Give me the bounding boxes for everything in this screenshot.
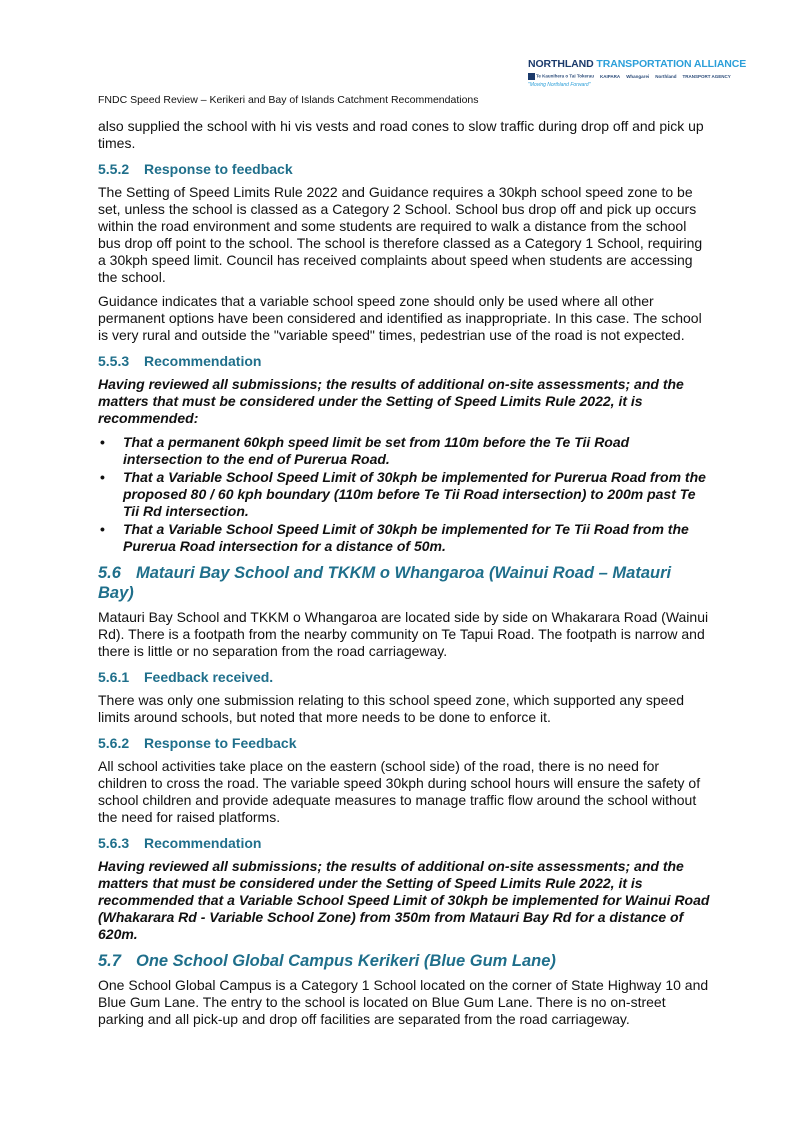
document-body bbox=[98, 118, 710, 1035]
intro-paragraph: also supplied the school with hi vis vests and road cones to slow traffic during drop off and pick up times. bbox=[98, 118, 704, 151]
recommendation-list bbox=[98, 434, 710, 555]
partner-mark-kaipara: KAIPARA bbox=[600, 74, 621, 79]
paragraph-5-6-2: All school activities take place on the eastern (school side) of the road, there is no need for children to cross the road. The variable speed 30kph during school hours will ensure the safety of school children and provide adequate measures to manage traffic flow around the school without the need for raised platforms. bbox=[98, 758, 701, 825]
logo-title-part1: NORTHLAND bbox=[528, 58, 597, 70]
bullet-icon: • bbox=[100, 469, 105, 485]
heading-number: 5.6.2 bbox=[98, 735, 130, 751]
heading-5-6-1 bbox=[98, 669, 710, 686]
paragraph-5-5-2-a: The Setting of Speed Limits Rule 2022 and Guidance requires a 30kph school speed zone to be set, unless the school is classed as a Category 2 School. School bus drop off and pick up occurs within the road environment and some students are required to walk a distance from the school bus drop off point to the school. The school is therefore classed as a Category 1 School, requiring a 30kph speed limit. Council has received complaints about speed when students are accessing the school. bbox=[98, 184, 703, 285]
heading-5-5-3 bbox=[98, 353, 710, 370]
heading-number: 5.5.3 bbox=[98, 353, 130, 369]
heading-number: 5.7 bbox=[98, 952, 121, 970]
paragraph-5-6: Matauri Bay School and TKKM o Whangaroa are located side by side on Whakarara Road (Wainui Rd). There is a footpath from the nearby community on Te Tapui Road. The footpath is narrow and there is little or no separation from the road carriageway. bbox=[98, 609, 709, 659]
heading-5-6-3 bbox=[98, 835, 710, 852]
partner-mark-nzta: TRANSPORT AGENCY bbox=[682, 74, 731, 79]
bullet-icon: • bbox=[100, 434, 105, 450]
nta-logo bbox=[528, 58, 747, 94]
heading-text: Recommendation bbox=[144, 353, 262, 369]
logo-tagline: "Moving Northland Forward" bbox=[528, 82, 591, 88]
logo-title-part2: TRANSPORTATION ALLIANCE bbox=[596, 58, 747, 70]
list-item: • That a permanent 60kph speed limit be set from 110m before the Te Tii Road intersection to the end of Purerua Road. bbox=[100, 434, 630, 467]
heading-text: Response to feedback bbox=[144, 161, 293, 177]
heading-number: 5.5.2 bbox=[98, 161, 130, 177]
bullet-icon: • bbox=[100, 521, 105, 537]
heading-number: 5.6 bbox=[98, 564, 121, 582]
logo-title bbox=[528, 58, 747, 70]
heading-text: Response to Feedback bbox=[144, 735, 297, 751]
running-header: FNDC Speed Review – Kerikeri and Bay of Islands Catchment Recommendations bbox=[98, 94, 479, 106]
partner-mark-northland: Northland bbox=[655, 74, 677, 79]
paragraph-5-7: One School Global Campus is a Category 1 School located on the corner of State Highway 10 and Blue Gum Lane. The entry to the school is located on Blue Gum Lane. There is no on-street parking and all pick-up and drop off facilities are separated from the road carriageway. bbox=[98, 977, 709, 1027]
heading-5-6 bbox=[98, 563, 710, 603]
list-item: • That a Variable School Speed Limit of 30kph be implemented for Te Tii Road from the Purerua Road intersection for a distance of 50m. bbox=[100, 521, 689, 554]
recommendation-5-6-3: Having reviewed all submissions; the results of additional on-site assessments; and the matters that must be considered under the Setting of Speed Limits Rule 2022, it is recommended that a Variable School Speed Limit of 30kph be implemented for Wainui Road (Whakarara Rd - Variable School Zone) from 350m from Matauri Bay Rd for a distance of 620m. bbox=[98, 858, 710, 942]
heading-text: One School Global Campus Kerikeri (Blue Gum Lane) bbox=[136, 952, 556, 970]
heading-5-7 bbox=[98, 951, 710, 971]
heading-text: Matauri Bay School and TKKM o Whangaroa (Wainui Road – Matauri Bay) bbox=[98, 564, 672, 602]
logo-partner-marks bbox=[528, 73, 731, 80]
heading-5-5-2 bbox=[98, 161, 710, 178]
paragraph-5-5-2-b: Guidance indicates that a variable school speed zone should only be used where all other permanent options have been considered and identified as inappropriate. In this case. The school is very rural and outside the "variable speed" times, pedestrian use of the road is not expected. bbox=[98, 293, 702, 343]
list-item: • That a Variable School Speed Limit of 30kph be implemented for Purerua Road from the proposed 80 / 60 kph boundary (110m before Te Tii Road intersection) to 200m past Te Tii Rd intersection. bbox=[100, 469, 706, 519]
heading-5-6-2 bbox=[98, 735, 710, 752]
paragraph-5-6-1: There was only one submission relating to this school speed zone, which supported any speed limits around schools, but noted that more needs to be done to enforce it. bbox=[98, 692, 685, 725]
heading-number: 5.6.1 bbox=[98, 669, 130, 685]
recommendation-lead-5-5-3: Having reviewed all submissions; the results of additional on-site assessments; and the matters that must be considered under the Setting of Speed Limits Rule 2022, it is recommended: bbox=[98, 376, 684, 426]
partner-mark-whangarei: Whangarei bbox=[626, 74, 650, 79]
heading-number: 5.6.3 bbox=[98, 835, 130, 851]
heading-text: Feedback received. bbox=[144, 669, 274, 685]
heading-text: Recommendation bbox=[144, 835, 262, 851]
partner-mark-fndc: Te Kaunihera o Tai Tokerau bbox=[528, 73, 594, 80]
